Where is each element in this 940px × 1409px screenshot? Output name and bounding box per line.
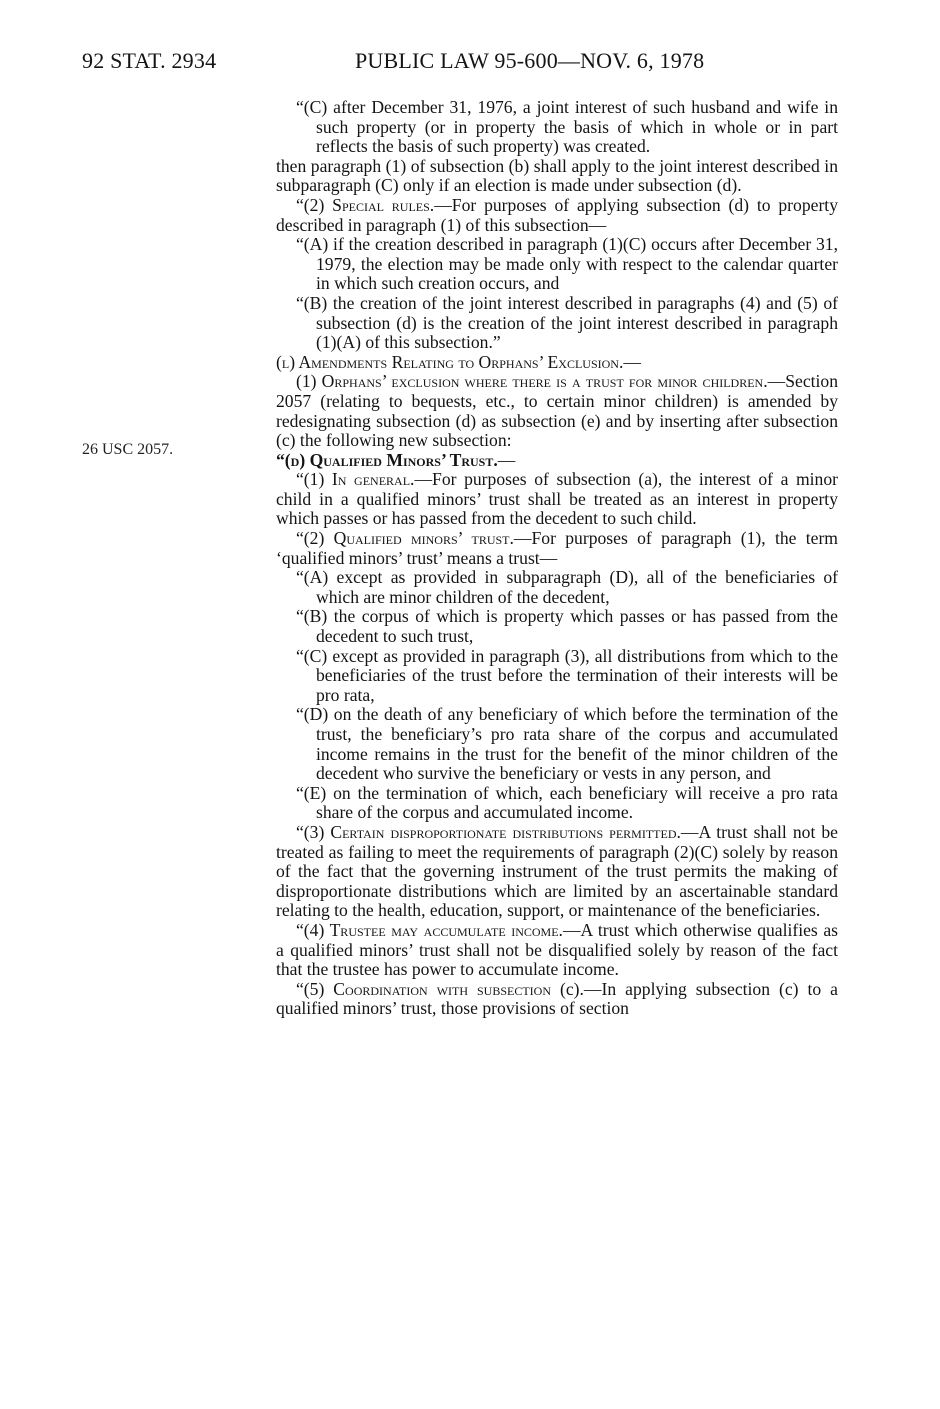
- heading-accumulate-income: “(4) Trustee may accumulate income.: [296, 919, 563, 940]
- subsection-d-heading: [276, 451, 838, 471]
- subparagraph-c-distributions: “(C) except as provided in paragraph (3), all distributions from which to the beneficiaries of the trust before the termination of their interests will be pro rata,: [296, 645, 838, 705]
- page-number-header: 92 STAT. 2934: [82, 48, 217, 73]
- subparagraph-e-termination: “(E) on the termination of which, each beneficiary will receive a pro rata share of the corpus and accumulated income.: [296, 782, 838, 823]
- heading-disproportionate: “(3) Certain disproportionate distributions permitted.: [296, 821, 681, 842]
- heading-orphans-trust: (1) Orphans’ exclusion where there is a trust for minor children.: [296, 371, 768, 392]
- subparagraph-c-text: “(C) after December 31, 1976, a joint interest of such husband and wife in such property (or in property the basis of which in whole or in part reflects the basis of such property) was created.: [296, 97, 838, 157]
- heading-in-general: “(1) In general.: [296, 469, 415, 490]
- heading-qualified-minors-trust: “(d) Qualified Minors’ Trust.: [276, 449, 498, 470]
- special-rules-text: —For purposes of applying subsection (d) to property described in paragraph (1) of this subsection—: [276, 194, 838, 235]
- dash: —: [497, 449, 516, 470]
- paragraph-1-orphans-exclusion: [276, 372, 838, 450]
- subparagraph-d-death: “(D) on the death of any beneficiary of which before the termination of the trust, the beneficiary’s pro rata share of the corpus and accumulated income remains in the trust for the benefit of the minor children of the decedent who survive the beneficiary or vests in any person, and: [296, 704, 838, 784]
- paragraph-4-accumulate-income: [276, 921, 838, 980]
- disproportionate-text: —A trust shall not be treated as failing to meet the requirements of paragraph (2)(C) solely by reason of the fact that the governing instrument of the trust permits the making of disproportionate distributions which are limited by an ascertainable standard relating to the health, education, support, or maintenance of the beneficiaries.: [276, 821, 838, 921]
- paragraph-then-clause: then paragraph (1) of subsection (b) shall apply to the joint interest described in subparagraph (C) only if an election is made under subsection (d).: [276, 155, 838, 196]
- subparagraph-a-beneficiaries: “(A) except as provided in subparagraph (D), all of the beneficiaries of which are minor children of the decedent,: [296, 567, 838, 607]
- dash: —: [623, 351, 641, 372]
- qualified-minors-text: —For purposes of paragraph (1), the term ‘qualified minors’ trust’ means a trust—: [276, 528, 838, 568]
- subparagraph-b-creation: “(B) the creation of the joint interest described in paragraphs (4) and (5) of subsection (d) is the creation of the joint interest described in paragraph (1)(A) of this subsection.”: [296, 292, 838, 353]
- public-law-header: PUBLIC LAW 95-600—NOV. 6, 1978: [355, 48, 705, 73]
- in-general-text: —For purposes of subsection (a), the interest of a minor child in a qualified minors’ trust shall be treated as an interest in property which passes or has passed from the decedent to such child.: [276, 469, 838, 529]
- heading-qualified-minors: “(2) Qualified minors’ trust.: [296, 528, 514, 549]
- paragraph-5-coordination: [276, 980, 838, 1019]
- heading-coordination: “(5) Coordination with subsection: [296, 978, 552, 999]
- subparagraph-a-election: “(A) if the creation described in paragraph (1)(C) occurs after December 31, 1979, the election may be made only with respect to the calendar quarter in which such creation occurs, and: [296, 234, 838, 294]
- margin-note-usc-2057: 26 USC 2057.: [82, 441, 174, 458]
- orphans-exclusion-text: —Section 2057 (relating to bequests, etc., to certain minor children) is amended by redesignating subsection (d) as subsection (e) and by inserting after subsection (c) the following new subsection:: [276, 371, 838, 451]
- paragraph-3-disproportionate: [276, 823, 838, 921]
- paragraph-2-special-rules: [276, 196, 838, 235]
- heading-special-rules: “(2) Special rules.: [296, 194, 435, 215]
- subsection-l-heading: [276, 353, 838, 373]
- statute-text: [276, 98, 838, 1019]
- subparagraph-b-corpus: “(B) the corpus of which is property which passes or has passed from the decedent to such trust,: [296, 606, 838, 647]
- paragraph-1-in-general: [276, 470, 838, 529]
- coordination-text: (c).—In applying subsection (c) to a qualified minors’ trust, those provisions of section: [276, 978, 838, 1019]
- paragraph-2-qualified-minors-trust: [276, 529, 838, 568]
- accumulate-income-text: —A trust which otherwise qualifies as a qualified minors’ trust shall not be disqualified solely by reason of the fact that the trustee has power to accumulate income.: [276, 919, 838, 980]
- heading-orphans-exclusion: (l) Amendments Relating to Orphans’ Exclusion.: [276, 351, 624, 372]
